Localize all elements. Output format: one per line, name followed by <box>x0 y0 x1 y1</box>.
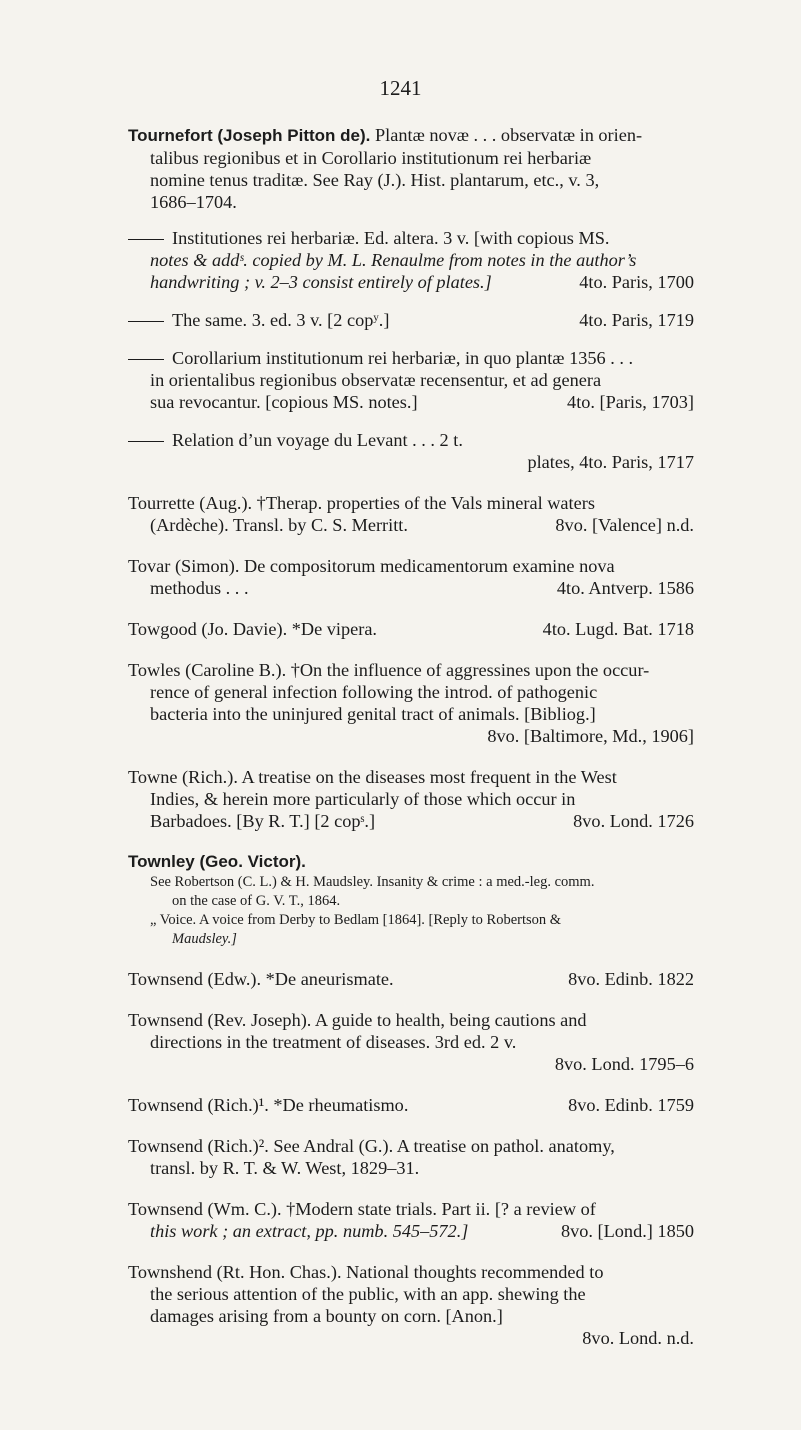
ditto-dash <box>128 359 164 360</box>
page-number: 1241 <box>379 76 422 100</box>
heading-tournefort: Tournefort (Joseph Pitton de). <box>128 126 371 145</box>
entry-towles: Towles (Caroline B.). †On the influence of aggressines upon the occur- rence of general infection following the introd. of pathogenic bacteria into the uninjured genital tract of animals. [Bibliog.] 8vo. [Baltimore, Md., 1906] <box>128 660 694 746</box>
catalogue-entries <box>128 124 694 1368</box>
ditto-dash <box>128 441 164 442</box>
entry-towne: Towne (Rich.). A treatise on the diseases most frequent in the West Indies, & herein more particularly of those which occur in Barbadoes. [By R. T.] [2 copˢ.] 8vo. Lond. 1726 <box>128 767 694 831</box>
entry-townsend-joseph: Townsend (Rev. Joseph). A guide to health, being cautions and directions in the treatment of diseases. 3rd ed. 2 v. 8vo. Lond. 1795–6 <box>128 1010 694 1074</box>
entry-towgood: Towgood (Jo. Davie). *De vipera. 4to. Lugd. Bat. 1718 <box>128 619 694 639</box>
sub-entry-corollarium: Corollarium institutionum rei herbariæ, in quo plantæ 1356 . . . in orientalibus regionibus observatæ recensentur, et ad genera sua revocantur. [copious MS. notes.] 4to. [Paris, 1703] <box>128 347 694 413</box>
sub-entry-relation: Relation d’un voyage du Levant . . . 2 t. plates, 4to. Paris, 1717 <box>128 429 694 473</box>
entry-townsend-rich-2: Townsend (Rich.)². See Andral (G.). A treatise on pathol. anatomy, transl. by R. T. & W. West, 1829–31. <box>128 1136 615 1178</box>
entry-townsend-edw: Townsend (Edw.). *De aneurismate. 8vo. Edinb. 1822 <box>128 969 694 989</box>
sub-entry-same: The same. 3. ed. 3 v. [2 copʸ.] 4to. Paris, 1719 <box>128 309 694 331</box>
ditto-dash <box>128 239 164 240</box>
entry-townshend: Townshend (Rt. Hon. Chas.). National thoughts recommended to the serious attention of the public, with an app. shewing the damages arising from a bounty on corn. [Anon.] 8vo. Lond. n.d. <box>128 1262 694 1348</box>
entry-tournefort: Tournefort (Joseph Pitton de). Plantæ novæ . . . observatæ in orien- talibus regionibus et in Corollario institutionum rei herbariæ nomine tenus traditæ. See Ray (J.). Hist. plantarum, etc., v. 3, 1686–1704. <box>128 125 643 212</box>
entry-townsend-wm: Townsend (Wm. C.). †Modern state trials. Part ii. [? a review of this work ; an extract, pp. numb. 545–572.] 8vo. [Lond.] 1850 <box>128 1199 694 1241</box>
entry-tovar: Tovar (Simon). De compositorum medicamentorum examine nova methodus . . . 4to. Antverp. 1586 <box>128 556 694 598</box>
entry-townley: Townley (Geo. Victor). See Robertson (C. L.) & H. Maudsley. Insanity & crime : a med.-leg. comm. on the case of G. V. T., 1864. „ Voice. A voice from Derby to Bedlam [1864]. [Reply to Robertson & Maudsley.] <box>128 852 595 947</box>
entry-tourrette: Tourrette (Aug.). †Therap. properties of the Vals mineral waters (Ardèche). Transl. by C. S. Merritt. 8vo. [Valence] n.d. <box>128 493 694 535</box>
sub-entry-institutiones: Institutiones rei herbariæ. Ed. altera. 3 v. [with copious MS. notes & addˢ. copied by M. L. Renaulme from notes in the author’s handwriting ; v. 2–3 consist entirely of plates.] 4to. Paris, 1700 <box>128 227 694 293</box>
entry-townsend-rich-1: Townsend (Rich.)¹. *De rheumatismo. 8vo. Edinb. 1759 <box>128 1095 694 1115</box>
ditto-dash <box>128 321 164 322</box>
